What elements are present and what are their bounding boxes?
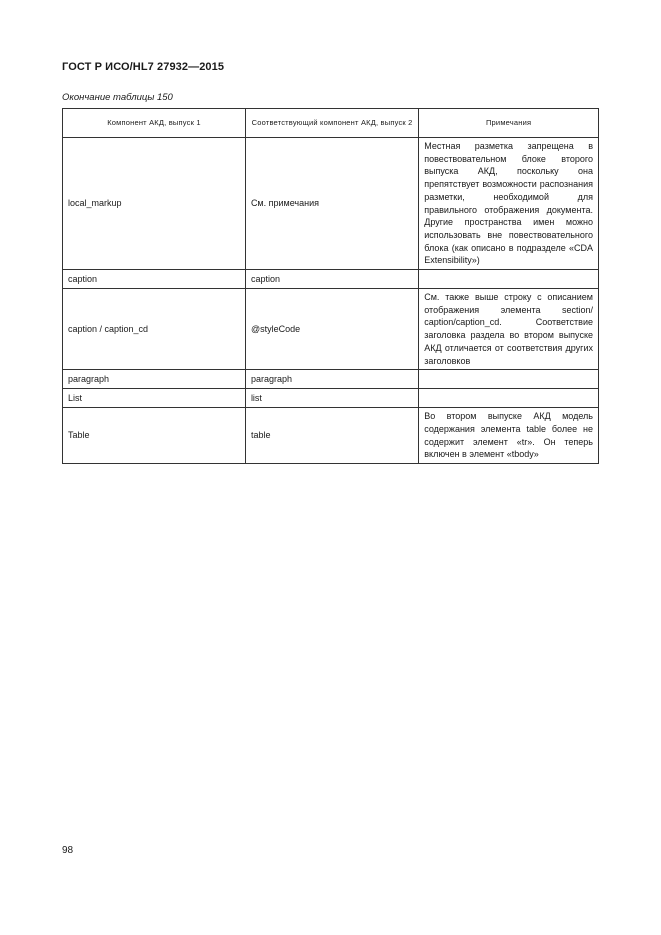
cell-release1: paragraph — [63, 370, 246, 389]
column-header-release2: Соответствующий компонент АКД, выпуск 2 — [245, 109, 418, 138]
document-standard-header: ГОСТ Р ИСО/HL7 27932—2015 — [62, 61, 225, 73]
cell-release1: caption / caption_cd — [63, 289, 246, 370]
column-header-release1: Компонент АКД, выпуск 1 — [63, 109, 246, 138]
table-row — [63, 289, 599, 370]
cell-release2: table — [245, 408, 418, 464]
column-header-notes: Примечания — [419, 109, 599, 138]
component-mapping-table — [62, 108, 599, 464]
cell-notes — [419, 389, 599, 408]
cell-notes: См. также выше строку с описанием отображения элемента section/ caption/caption_cd. Соответствие заголовка раздела во втором выпуске АКД отличается от соответствия других заголовков — [419, 289, 599, 370]
table-row — [63, 408, 599, 464]
cell-notes — [419, 270, 599, 289]
cell-release1: local_markup — [63, 138, 246, 270]
cell-release1: List — [63, 389, 246, 408]
table-caption: Окончание таблицы 150 — [62, 92, 173, 103]
cell-release2: См. примечания — [245, 138, 418, 270]
cell-notes: Во втором выпуске АКД модель содержания элемента table более не содержит элемент «tr». Он теперь включен в элемент «tbody» — [419, 408, 599, 464]
table-row — [63, 138, 599, 270]
table-row — [63, 389, 599, 408]
table-row — [63, 370, 599, 389]
page-number: 98 — [62, 845, 74, 856]
cell-release2: list — [245, 389, 418, 408]
cell-release2: caption — [245, 270, 418, 289]
cell-release1: Table — [63, 408, 246, 464]
cell-release2: @styleCode — [245, 289, 418, 370]
table-row — [63, 270, 599, 289]
cell-notes — [419, 370, 599, 389]
cell-release1: caption — [63, 270, 246, 289]
cell-release2: paragraph — [245, 370, 418, 389]
cell-notes: Местная разметка запрещена в повествовательном блоке второго выпуска АКД, поскольку она препятствует возможности распознания разметки, необходимой для правильного отображения документа. Другие пространства имен можно использовать вне повествовательного блока (как описано в подразделе «CDA Extensibility») — [419, 138, 599, 270]
table-header-row — [63, 109, 599, 138]
